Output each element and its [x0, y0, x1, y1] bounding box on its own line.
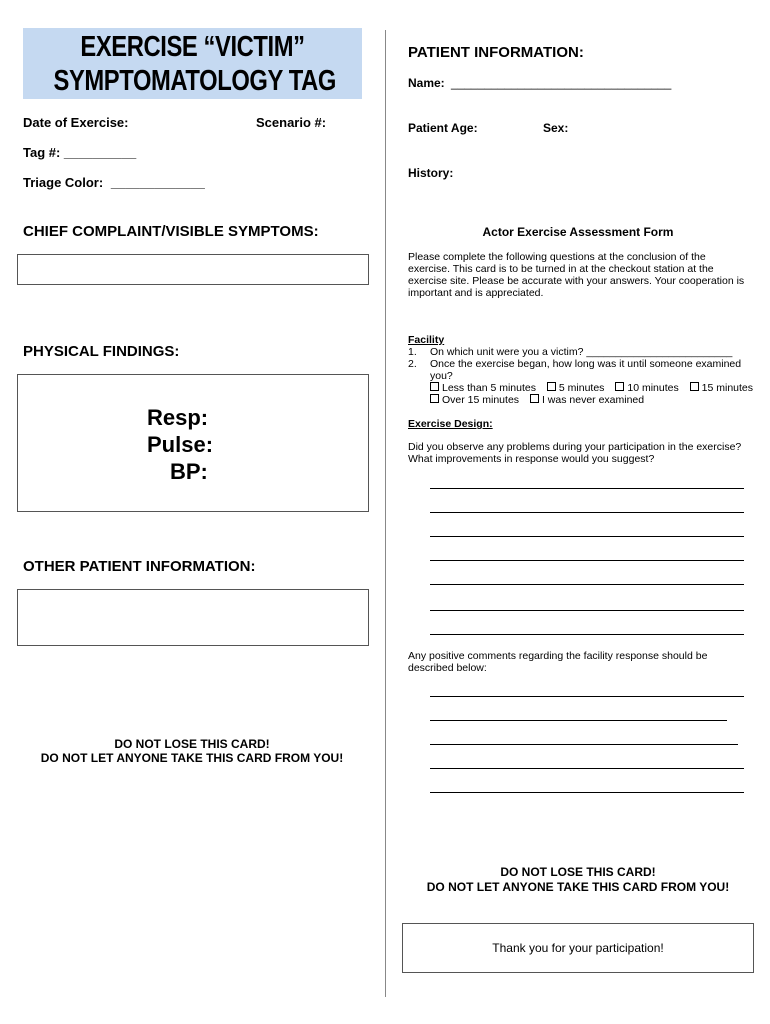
question-2-text: Once the exercise began, how long was it until someone examined you? — [430, 358, 742, 382]
title-line-2: SYMPTOMATOLOGY TAG — [53, 65, 336, 97]
name-blank[interactable]: _________________________________ — [451, 76, 672, 90]
sex-label[interactable]: Sex: — [543, 121, 569, 135]
left-warning-line-1: DO NOT LOSE THIS CARD! — [114, 737, 270, 751]
triage-color-blank[interactable]: _____________ — [110, 175, 205, 190]
patient-information-heading: PATIENT INFORMATION: — [408, 44, 584, 61]
resp-label: Resp: — [147, 405, 209, 430]
question-1-number: 1. — [408, 346, 417, 358]
answer-line[interactable] — [430, 488, 744, 489]
physical-findings-box[interactable] — [17, 374, 369, 512]
exercise-design-heading: Exercise Design: — [408, 418, 493, 430]
option-never-examined[interactable]: I was never examined — [530, 394, 644, 406]
triage-color-field[interactable] — [23, 175, 205, 190]
option-less-than-5[interactable]: Less than 5 minutes — [430, 382, 536, 394]
bp-label: BP: — [170, 459, 208, 484]
triage-color-label: Triage Color: — [23, 175, 104, 190]
comment-line[interactable] — [430, 744, 738, 745]
option-over-15[interactable]: Over 15 minutes — [430, 394, 519, 406]
title-banner — [23, 28, 362, 99]
comment-line[interactable] — [430, 696, 744, 697]
other-patient-info-box[interactable] — [17, 589, 369, 646]
checkbox-icon[interactable] — [430, 382, 439, 391]
patient-age-label[interactable]: Patient Age: — [408, 121, 478, 135]
option-5-minutes[interactable]: 5 minutes — [547, 382, 605, 394]
chief-complaint-box[interactable] — [17, 254, 369, 285]
physical-findings-heading: PHYSICAL FINDINGS: — [23, 343, 180, 360]
tag-number-label[interactable]: Tag #: __________ — [23, 145, 137, 160]
checkbox-icon[interactable] — [530, 394, 539, 403]
answer-line[interactable] — [430, 634, 744, 635]
positive-comments-text: Any positive comments regarding the facility response should be described below: — [408, 650, 708, 674]
exam-time-options-row-2 — [430, 394, 644, 406]
right-warning — [403, 865, 753, 895]
title-line-1: EXERCISE “VICTIM” — [80, 31, 305, 63]
answer-line[interactable] — [430, 610, 744, 611]
checkbox-icon[interactable] — [615, 382, 624, 391]
option-10-minutes[interactable]: 10 minutes — [615, 382, 678, 394]
name-field[interactable] — [408, 76, 671, 90]
right-warning-line-1: DO NOT LOSE THIS CARD! — [500, 865, 656, 879]
checkbox-icon[interactable] — [690, 382, 699, 391]
history-label[interactable]: History: — [408, 166, 454, 180]
date-of-exercise-label: Date of Exercise: — [23, 115, 129, 130]
comment-line[interactable] — [430, 720, 727, 721]
right-warning-line-2: DO NOT LET ANYONE TAKE THIS CARD FROM YOU! — [426, 880, 730, 894]
comment-line[interactable] — [430, 792, 744, 793]
question-2-number: 2. — [408, 358, 417, 370]
name-label: Name: — [408, 76, 445, 90]
chief-complaint-heading: CHIEF COMPLAINT/VISIBLE SYMPTOMS: — [23, 223, 319, 240]
answer-line[interactable] — [430, 512, 744, 513]
option-15-minutes[interactable]: 15 minutes — [690, 382, 753, 394]
assessment-intro-text: Please complete the following questions at the conclusion of the exercise. This card is to be turned in at the checkout station at the exercise site. Please be accurate with your answers. Your cooperation is important and is appreciated. — [408, 251, 745, 299]
facility-heading: Facility — [408, 334, 445, 346]
answer-line[interactable] — [430, 560, 744, 561]
assessment-form-title: Actor Exercise Assessment Form — [482, 225, 674, 239]
checkbox-icon[interactable] — [430, 394, 439, 403]
question-1-text[interactable]: On which unit were you a victim? _________________________ — [430, 346, 733, 358]
exam-time-options-row-1 — [430, 382, 753, 394]
column-divider — [385, 30, 386, 997]
answer-line[interactable] — [430, 584, 744, 585]
pulse-label: Pulse: — [147, 432, 214, 457]
answer-line[interactable] — [430, 536, 744, 537]
comment-line[interactable] — [430, 768, 744, 769]
left-warning-line-2: DO NOT LET ANYONE TAKE THIS CARD FROM YOU! — [40, 751, 344, 765]
thank-you-text: Thank you for your participation! — [492, 941, 664, 955]
other-patient-info-heading: OTHER PATIENT INFORMATION: — [23, 558, 256, 575]
left-warning — [17, 737, 367, 765]
design-question-text: Did you observe any problems during your participation in the exercise? What improvements in response would you suggest? — [408, 441, 742, 465]
checkbox-icon[interactable] — [547, 382, 556, 391]
thank-you-box — [402, 923, 754, 973]
scenario-label: Scenario #: — [256, 115, 327, 130]
